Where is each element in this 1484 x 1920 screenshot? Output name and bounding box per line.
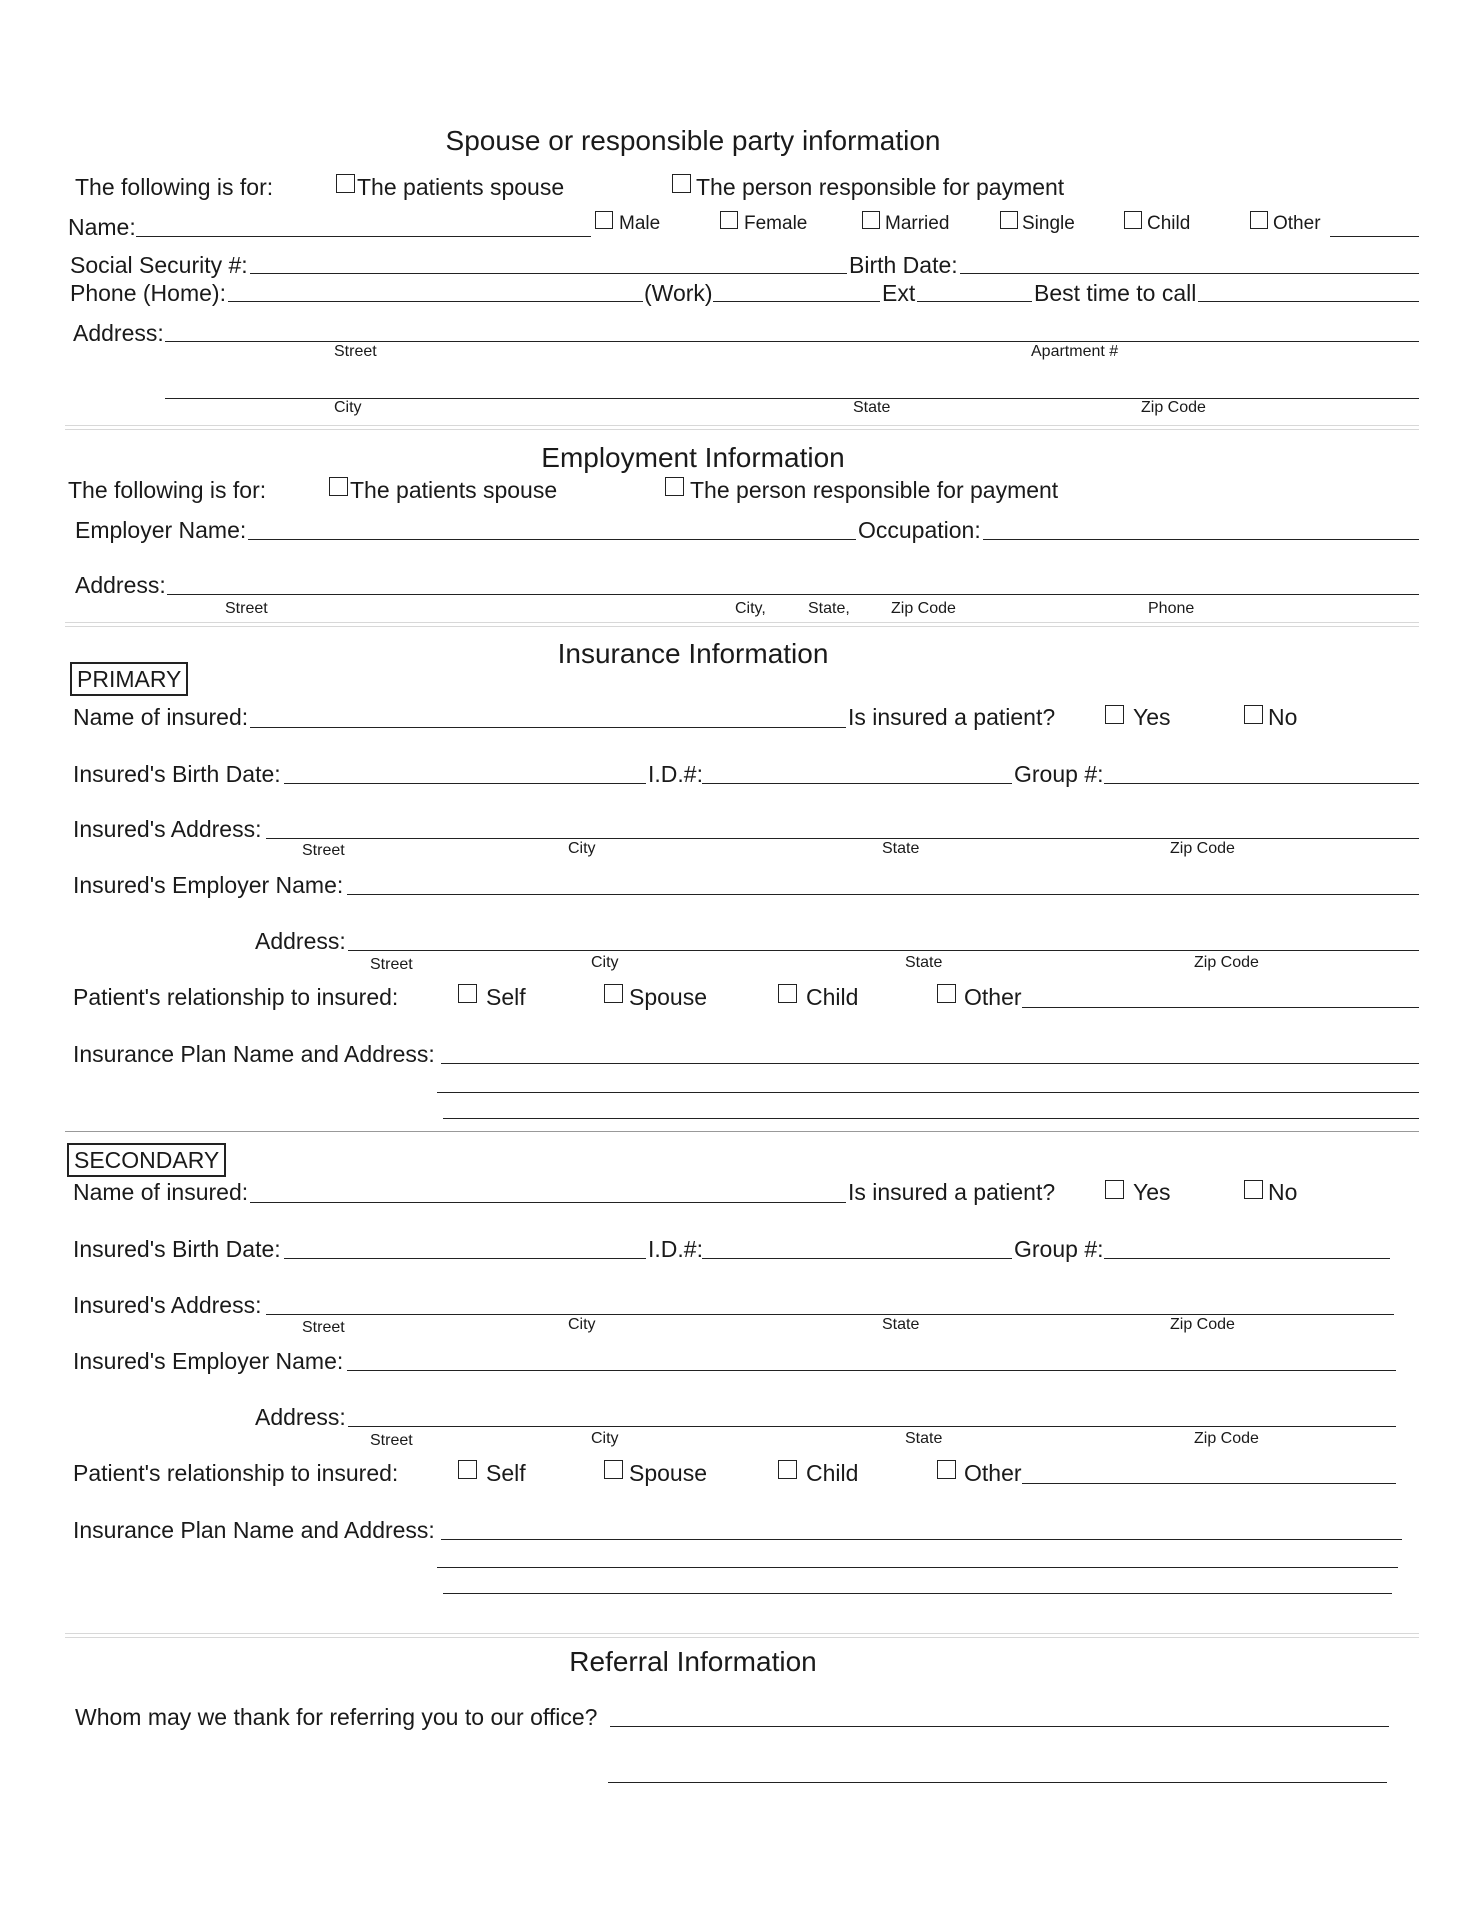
address-label: Address: [73,320,164,346]
secondary-is-patient-label: Is insured a patient? [848,1179,1056,1205]
secondary-option-self: Self [486,1460,526,1486]
checkbox-married[interactable] [862,211,880,229]
primary-name-label: Name of insured: [73,704,249,730]
secondary-plan-field-2[interactable] [437,1567,1398,1568]
secondary-address-field[interactable] [266,1314,1394,1315]
primary-plan-field-3[interactable] [443,1118,1419,1119]
primary-is-patient-label: Is insured a patient? [848,704,1056,730]
phone-work-field[interactable] [713,301,880,302]
primary-plan-label: Insurance Plan Name and Address: [73,1041,435,1067]
primary-emp-address-field[interactable] [348,950,1419,951]
employment-state-caption: State, [808,600,850,617]
apartment-caption: Apartment # [1031,343,1119,360]
secondary-emp-address-label: Address: [255,1404,346,1430]
primary-city-caption: City [568,840,596,857]
checkbox-single[interactable] [1000,211,1018,229]
primary-checkbox-yes[interactable] [1105,705,1124,724]
option-employment-spouse: The patients spouse [350,477,558,503]
employment-address-field[interactable] [167,594,1419,595]
section-title-referral: Referral Information [569,1646,817,1677]
secondary-plan-label: Insurance Plan Name and Address: [73,1517,435,1543]
secondary-zip-caption: Zip Code [1170,1316,1235,1333]
employment-for-label: The following is for: [68,477,267,503]
primary-checkbox-spouse[interactable] [604,984,623,1003]
primary-badge: PRIMARY [70,662,188,696]
primary-id-field[interactable] [702,783,1012,784]
referral-field-2[interactable] [608,1782,1387,1783]
section-divider [65,425,1419,430]
option-child: Child [1147,213,1191,234]
checkbox-patients-spouse[interactable] [336,174,355,193]
birth-date-label: Birth Date: [849,252,958,278]
secondary-employer-field[interactable] [347,1370,1396,1371]
employment-city-caption: City, [735,600,766,617]
for-label: The following is for: [75,174,274,200]
phone-home-field[interactable] [228,301,643,302]
primary-option-spouse: Spouse [629,984,708,1010]
checkbox-employment-responsible[interactable] [665,477,684,496]
secondary-option-other: Other [964,1460,1022,1486]
secondary-emp-zip-caption: Zip Code [1194,1430,1259,1447]
secondary-other-field[interactable] [1022,1483,1396,1484]
phone-work-label: (Work) [644,280,713,306]
secondary-employer-label: Insured's Employer Name: [73,1348,344,1374]
referral-field-1[interactable] [610,1726,1389,1727]
secondary-city-caption: City [568,1316,596,1333]
primary-street-caption: Street [302,842,345,859]
primary-option-yes: Yes [1133,704,1171,730]
secondary-emp-city-caption: City [591,1430,619,1447]
street-caption: Street [334,343,377,360]
primary-checkbox-child[interactable] [778,984,797,1003]
primary-birth-label: Insured's Birth Date: [73,761,281,787]
secondary-name-field[interactable] [250,1202,846,1203]
secondary-street-caption: Street [302,1319,345,1336]
primary-plan-field-2[interactable] [437,1092,1419,1093]
secondary-emp-state-caption: State [905,1430,943,1447]
secondary-emp-street-caption: Street [370,1432,413,1449]
employment-phone-caption: Phone [1148,600,1195,617]
ssn-field[interactable] [250,273,847,274]
zip-caption: Zip Code [1141,399,1206,416]
name-line-end [1330,236,1419,237]
primary-employer-label: Insured's Employer Name: [73,872,344,898]
primary-checkbox-other[interactable] [937,984,956,1003]
option-responsible-payment: The person responsible for payment [696,174,1065,200]
secondary-birth-field[interactable] [284,1258,646,1259]
primary-birth-field[interactable] [284,783,646,784]
secondary-state-caption: State [882,1316,920,1333]
primary-emp-street-caption: Street [370,956,413,973]
secondary-option-child: Child [806,1460,859,1486]
employment-street-caption: Street [225,600,268,617]
secondary-plan-field-3[interactable] [443,1593,1392,1594]
employer-name-label: Employer Name: [75,517,247,543]
primary-emp-state-caption: State [905,954,943,971]
option-other: Other [1273,213,1321,234]
primary-emp-city-caption: City [591,954,619,971]
checkbox-female[interactable] [720,211,738,229]
primary-relationship-label: Patient's relationship to insured: [73,984,399,1010]
option-employment-responsible: The person responsible for payment [690,477,1059,503]
secondary-birth-label: Insured's Birth Date: [73,1236,281,1262]
address-street-field[interactable] [165,341,1419,342]
primary-name-field[interactable] [250,727,846,728]
employment-address-label: Address: [75,572,166,598]
secondary-id-field[interactable] [702,1258,1012,1259]
section-title-insurance: Insurance Information [557,638,829,669]
checkbox-employment-spouse[interactable] [329,477,348,496]
secondary-checkbox-other[interactable] [937,1460,956,1479]
secondary-checkbox-self[interactable] [458,1460,477,1479]
primary-secondary-divider [65,1131,1419,1132]
secondary-name-label: Name of insured: [73,1179,249,1205]
primary-address-label: Insured's Address: [73,816,262,842]
birth-date-field[interactable] [960,273,1419,274]
ext-field[interactable] [917,301,1032,302]
referral-question: Whom may we thank for referring you to our office? [75,1704,598,1730]
primary-checkbox-self[interactable] [458,984,477,1003]
primary-option-self: Self [486,984,526,1010]
primary-emp-address-label: Address: [255,928,346,954]
secondary-option-no: No [1268,1179,1298,1205]
option-single: Single [1022,213,1075,234]
city-caption: City [334,399,362,416]
employer-name-field[interactable] [248,539,856,540]
section-title-employment: Employment Information [541,442,845,473]
ext-label: Ext [882,280,916,306]
occupation-field[interactable] [983,539,1419,540]
primary-checkbox-no[interactable] [1244,705,1263,724]
option-married: Married [885,213,950,234]
primary-id-label: I.D.#: [648,761,703,787]
primary-state-caption: State [882,840,920,857]
secondary-checkbox-yes[interactable] [1105,1180,1124,1199]
primary-address-field[interactable] [266,838,1419,839]
name-field[interactable] [136,236,591,237]
secondary-checkbox-no[interactable] [1244,1180,1263,1199]
name-label: Name: [68,214,136,240]
primary-option-child: Child [806,984,859,1010]
option-female: Female [744,213,808,234]
primary-plan-field-1[interactable] [441,1063,1419,1064]
secondary-option-spouse: Spouse [629,1460,708,1486]
employment-zip-caption: Zip Code [891,600,956,617]
phone-home-label: Phone (Home): [70,280,226,306]
secondary-id-label: I.D.#: [648,1236,703,1262]
primary-other-field[interactable] [1022,1007,1419,1008]
secondary-option-yes: Yes [1133,1179,1171,1205]
option-male: Male [619,213,661,234]
section-divider [65,1633,1419,1638]
primary-option-no: No [1268,704,1298,730]
secondary-plan-field-1[interactable] [441,1539,1402,1540]
ssn-label: Social Security #: [70,252,248,278]
primary-employer-field[interactable] [347,894,1419,895]
best-time-field[interactable] [1198,301,1419,302]
primary-emp-zip-caption: Zip Code [1194,954,1259,971]
secondary-group-field[interactable] [1104,1258,1390,1259]
primary-group-label: Group #: [1014,761,1104,787]
checkbox-other[interactable] [1250,211,1268,229]
section-title-spouse: Spouse or responsible party information [445,125,941,156]
checkbox-responsible-payment[interactable] [672,174,691,193]
checkbox-male[interactable] [595,211,613,229]
primary-option-other: Other [964,984,1022,1010]
primary-zip-caption: Zip Code [1170,840,1235,857]
secondary-group-label: Group #: [1014,1236,1104,1262]
checkbox-child[interactable] [1124,211,1142,229]
best-time-label: Best time to call [1034,280,1197,306]
option-patients-spouse: The patients spouse [357,174,565,200]
state-caption: State [853,399,891,416]
primary-group-field[interactable] [1104,783,1419,784]
section-divider [65,622,1419,627]
secondary-badge: SECONDARY [67,1143,226,1177]
secondary-address-label: Insured's Address: [73,1292,262,1318]
secondary-emp-address-field[interactable] [348,1426,1396,1427]
occupation-label: Occupation: [858,517,981,543]
secondary-checkbox-child[interactable] [778,1460,797,1479]
secondary-checkbox-spouse[interactable] [604,1460,623,1479]
secondary-relationship-label: Patient's relationship to insured: [73,1460,399,1486]
